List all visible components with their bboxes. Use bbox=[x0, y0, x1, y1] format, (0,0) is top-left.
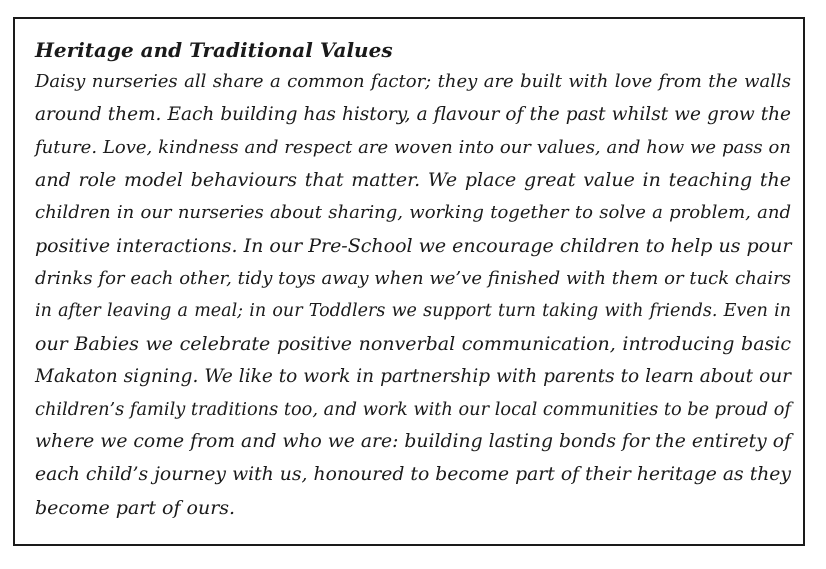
paragraph-line: and role model behaviours that matter. We place great value in teaching the bbox=[35, 169, 791, 192]
paragraph-line: in after leaving a meal; in our Toddlers we support turn taking with friends. Even in bbox=[35, 301, 791, 322]
paragraph-line: Daisy nurseries all share a common factor; they are built with love from the walls bbox=[35, 71, 791, 92]
paragraph-line: future. Love, kindness and respect are woven into our values, and how we pass on bbox=[35, 136, 791, 158]
paragraph-line: children’s family traditions too, and work with our local communities to be proud of bbox=[35, 399, 792, 420]
paragraph-line: positive interactions. In our Pre-School we encourage children to help us pour bbox=[35, 234, 792, 257]
paragraph-line: drinks for each other, tidy toys away when we’ve finished with them or tuck chairs bbox=[35, 267, 791, 289]
paragraph-line: children in our nurseries about sharing, working together to solve a problem, and bbox=[35, 202, 791, 223]
paragraph-line: where we come from and who we are: building lasting bonds for the entirety of bbox=[35, 431, 791, 453]
paragraph-line: become part of ours. bbox=[35, 496, 236, 519]
paragraph-line: our Babies we celebrate positive nonverbal communication, introducing basic bbox=[35, 333, 791, 355]
paragraph-line: Makaton signing. We like to work in partnership with parents to learn about our bbox=[35, 365, 791, 387]
body-paragraph bbox=[35, 66, 791, 525]
heading: Heritage and Traditional Values bbox=[35, 38, 393, 62]
text-box bbox=[13, 17, 805, 546]
paragraph-line: around them. Each building has history, a flavour of the past whilst we grow the bbox=[35, 103, 791, 125]
paragraph-line: each child’s journey with us, honoured to become part of their heritage as they bbox=[35, 464, 791, 485]
